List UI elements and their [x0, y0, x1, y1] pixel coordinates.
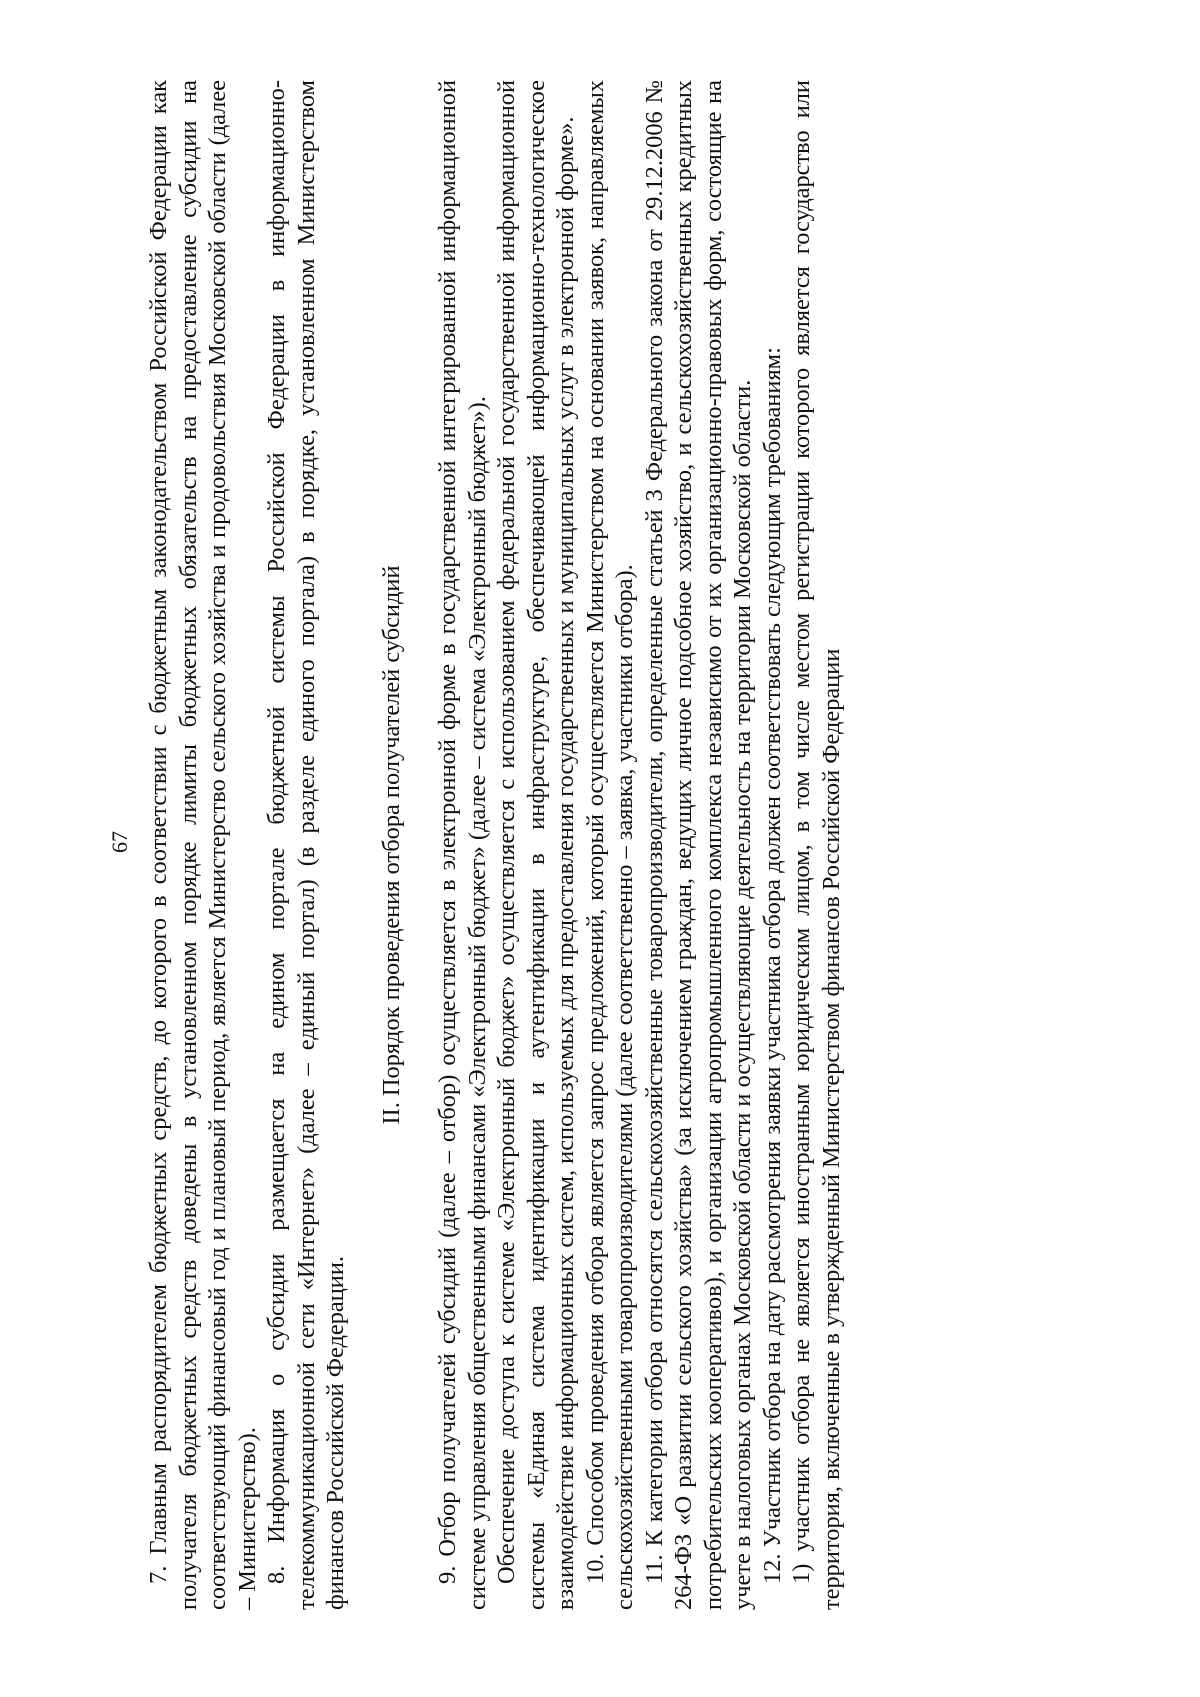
paragraph-12: 12. Участник отбора на дату рассмотрения заявки участника отбора должен соответствовать следующим требованиям:: [758, 347, 786, 1584]
paragraph-8: 8. Информация о субсидии размещается на едином портале бюджетной системы Российской Федерации в информационно-телекоммуникационной сети «Интернет» (далее – единый портал) (в разделе единого портала) в порядке, установленном Министерством финансов Российской Федерации.: [263, 80, 349, 1610]
section-heading: II. Порядок проведения отбора получателей субсидий: [377, 565, 405, 1125]
paragraph-10: 10. Способом проведения отбора является запрос предложений, который осуществляется Министерством на основании заявок, направляемых сельскохозяйственными товаропроизводителями (далее соответственно – заявка, участники отбора).: [581, 80, 638, 1610]
paragraph-9-access: Обеспечение доступа к системе «Электронный бюджет» осуществляется с использованием федеральной государственной информационной системы «Единая система идентификации и аутентификации в инфраструктуре, обеспечивающей информационно-технологическое взаимодействие информационных систем, используемых для предоставления государственных и муниципальных услуг в электронной форме».: [493, 80, 579, 1610]
paragraph-7: 7. Главным распорядителем бюджетных средств, до которого в соответствии с бюджетным законодательством Российской Федерации как получателя бюджетных средств доведены в установленном порядке лимиты бюджетных обязательств на предоставление субсидии на соответствующий финансовый год и плановый период, является Министерство сельского хозяйства и продовольствия Московской области (далее – Министерство).: [145, 80, 261, 1610]
paragraph-9: 9. Отбор получателей субсидий (далее – отбор) осуществляется в электронной форме в государственной интегрированной информационной системе управления общественными финансами «Электронный бюджет» (далее – система «Электронный бюджет»).: [434, 80, 491, 1610]
page-number: 67: [107, 831, 132, 853]
paragraph-11: 11. К категории отбора относятся сельскохозяйственные товаропроизводители, определенные статьей 3 Федерального закона от 29.12.2006 № 264-ФЗ «О развитии сельского хозяйства» (за исключением граждан, ведущих личное подсобное хозяйство, и сельскохозяйственных кредитных потребительских кооперативов), и организации агропромышленного комплекса независимо от их организационно-правовых форм, состоящие на учете в налоговых органах Московской области и осуществляющие деятельность на территории Московской области.: [640, 80, 756, 1610]
paragraph-12-item-1: 1) участник отбора не является иностранным юридическим лицом, в том числе местом регистрации которого является государство или территория, включенные в утвержденный Министерством финансов Российской Федерации: [788, 80, 845, 1610]
rotated-page-content: [108, 80, 1108, 1610]
